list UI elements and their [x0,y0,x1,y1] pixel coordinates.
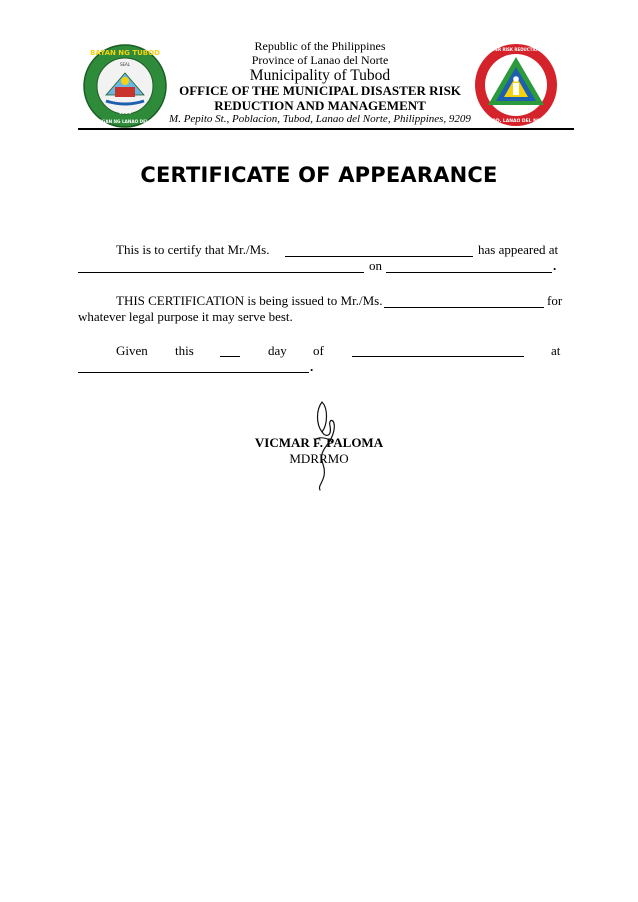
header-republic: Republic of the Philippines [254,39,386,53]
p3-period: . [310,359,314,374]
header-municipality: Municipality of Tubod [249,67,391,84]
p3-place-blank[interactable] [78,372,309,373]
p2-intro: THIS CERTIFICATION is being issued to Mr./Ms. [116,293,383,308]
seal-top-text: BAYAN NG TUBOD [90,49,160,57]
logo-bottom-text: TUBOD, LANAO DEL NORTE [481,119,551,124]
p3-day: day [268,343,287,358]
p1-on: on [369,258,382,273]
p3-month-blank[interactable] [352,356,524,357]
p1-name-blank[interactable] [285,256,473,257]
p2-line2: whatever legal purpose it may serve best. [78,309,293,324]
p2-for: for [547,293,563,308]
p3-given: Given [116,343,148,358]
p1-intro: This is to certify that Mr./Ms. [116,242,270,257]
p1-has-appeared: has appeared at [478,242,559,257]
header-province: Province of Lanao del Norte [251,53,389,67]
signatory-position: MDRRMO [289,451,349,466]
p2-name-blank[interactable] [384,307,544,308]
p1-period: . [553,258,557,273]
header-address: M. Pepito St., Poblacion, Tubod, Lanao del Norte, Philippines, 9209 [169,113,471,125]
p1-place-blank[interactable] [78,272,364,273]
header-divider [78,128,574,130]
seal-year: 1956 [118,110,132,116]
logo-ring-text: MUNICIPAL DISASTER RISK REDUCTION & MGMT. OFFICE [452,47,580,52]
p3-at: at [551,343,561,358]
signatory-name: VICMAR F. PALOMA [254,435,384,450]
p3-day-blank[interactable] [220,356,240,357]
seal-bottom-text: LALAWIGAN NG LANAO DEL NORTE [84,119,166,124]
p1-date-blank[interactable] [386,272,552,273]
p3-this: this [175,343,194,358]
certificate-title: CERTIFICATE OF APPEARANCE [140,163,498,187]
header-office-line2: REDUCTION AND MANAGEMENT [214,98,426,113]
svg-text:SEAL: SEAL [119,62,131,67]
p3-of: of [313,343,324,358]
header-office-line1: OFFICE OF THE MUNICIPAL DISASTER RISK [179,83,461,98]
